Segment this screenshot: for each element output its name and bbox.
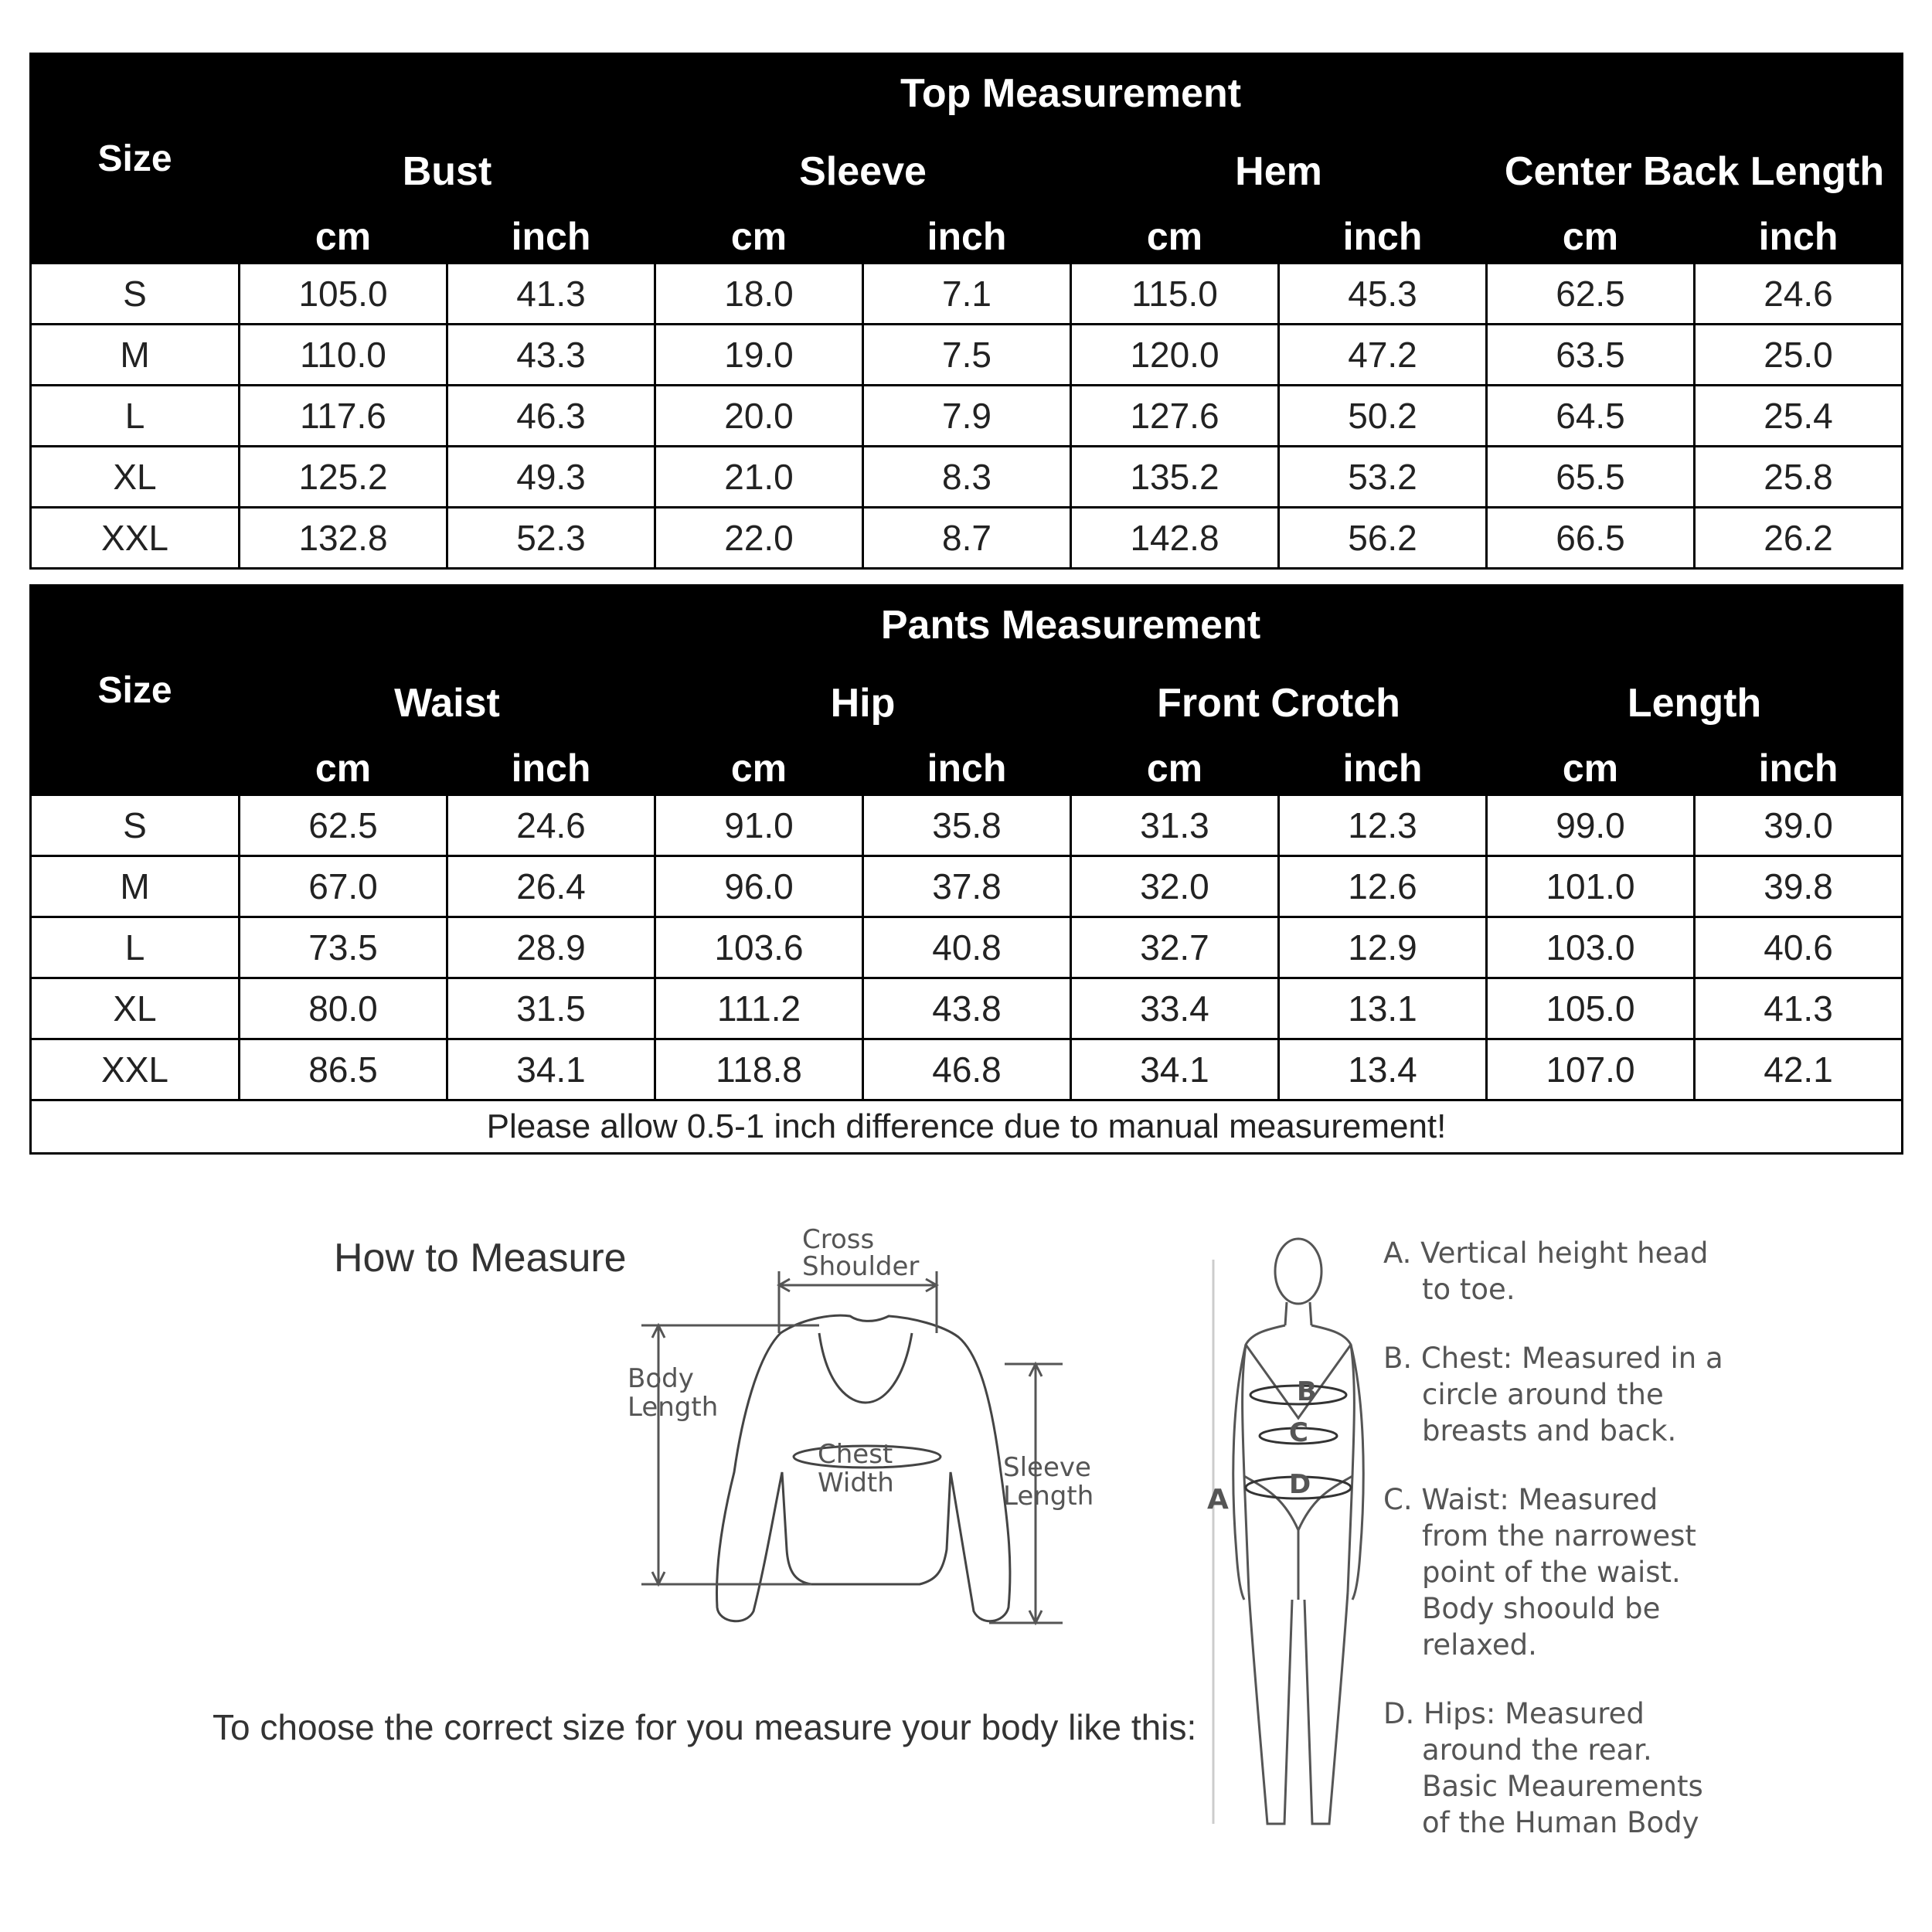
cross-shoulder-label: Shoulder bbox=[802, 1251, 920, 1282]
table-row bbox=[31, 264, 1903, 325]
measurement-cell: 12.3 bbox=[1279, 795, 1487, 856]
unit-header: inch bbox=[447, 742, 655, 795]
measurement-cell: 7.5 bbox=[863, 325, 1071, 386]
measurement-cell: 96.0 bbox=[655, 856, 863, 917]
measurement-cell: 13.1 bbox=[1279, 978, 1487, 1039]
measurement-cell: 13.4 bbox=[1279, 1039, 1487, 1100]
table-row bbox=[31, 447, 1903, 508]
marker-b: B bbox=[1297, 1376, 1317, 1407]
measurement-cell: 101.0 bbox=[1487, 856, 1695, 917]
measurement-cell: 34.1 bbox=[447, 1039, 655, 1100]
measurement-cell: 47.2 bbox=[1279, 325, 1487, 386]
marker-a: A bbox=[1207, 1484, 1229, 1515]
unit-header: cm bbox=[1487, 210, 1695, 264]
unit-header: cm bbox=[1487, 742, 1695, 795]
measurement-cell: 24.6 bbox=[447, 795, 655, 856]
size-header: Size bbox=[31, 586, 240, 795]
measurement-cell: 99.0 bbox=[1487, 795, 1695, 856]
measurement-cell: 115.0 bbox=[1071, 264, 1279, 325]
measurement-cell: 40.8 bbox=[863, 917, 1071, 978]
measurement-cell: 63.5 bbox=[1487, 325, 1695, 386]
table-row bbox=[31, 508, 1903, 569]
measurement-cell: 66.5 bbox=[1487, 508, 1695, 569]
measurement-cell: 8.7 bbox=[863, 508, 1071, 569]
unit-header: inch bbox=[447, 210, 655, 264]
measurement-cell: 65.5 bbox=[1487, 447, 1695, 508]
measurement-cell: 103.0 bbox=[1487, 917, 1695, 978]
group-header: Center Back Length bbox=[1487, 134, 1903, 210]
measurement-cell: 43.3 bbox=[447, 325, 655, 386]
measurement-cell: 35.8 bbox=[863, 795, 1071, 856]
size-cell: S bbox=[31, 795, 240, 856]
body-length-label: Length bbox=[628, 1392, 719, 1423]
table-row bbox=[31, 978, 1903, 1039]
measurement-cell: 132.8 bbox=[240, 508, 447, 569]
chest-width-label: Chest bbox=[818, 1439, 893, 1470]
note-item bbox=[1383, 1235, 1909, 1308]
note-line: point of the waist. bbox=[1422, 1556, 1681, 1589]
measurement-cell: 12.6 bbox=[1279, 856, 1487, 917]
measurement-cell: 52.3 bbox=[447, 508, 655, 569]
note-item bbox=[1383, 1340, 1909, 1449]
measurement-cell: 62.5 bbox=[1487, 264, 1695, 325]
note-line: Body shoould be bbox=[1422, 1592, 1661, 1625]
table-row bbox=[31, 795, 1903, 856]
measurement-cell: 33.4 bbox=[1071, 978, 1279, 1039]
measurement-cell: 32.7 bbox=[1071, 917, 1279, 978]
group-header: Length bbox=[1487, 665, 1903, 742]
group-header: Hem bbox=[1071, 134, 1487, 210]
unit-header: inch bbox=[1279, 742, 1487, 795]
measurement-cell: 49.3 bbox=[447, 447, 655, 508]
measurement-cell: 37.8 bbox=[863, 856, 1071, 917]
note-item bbox=[1383, 1696, 1909, 1841]
measurement-cell: 91.0 bbox=[655, 795, 863, 856]
body-diagram bbox=[1198, 1229, 1383, 1843]
body-length-label: Body bbox=[628, 1363, 694, 1394]
measurement-cell: 86.5 bbox=[240, 1039, 447, 1100]
measurement-cell: 41.3 bbox=[447, 264, 655, 325]
measurement-cell: 25.8 bbox=[1695, 447, 1903, 508]
top-measurement-table bbox=[29, 53, 1903, 570]
unit-header: cm bbox=[655, 210, 863, 264]
measurement-cell: 7.1 bbox=[863, 264, 1071, 325]
measurement-cell: 107.0 bbox=[1487, 1039, 1695, 1100]
note-heading: A. Vertical height head bbox=[1383, 1236, 1709, 1270]
measurement-cell: 142.8 bbox=[1071, 508, 1279, 569]
table-title: Pants Measurement bbox=[240, 586, 1903, 665]
size-cell: L bbox=[31, 386, 240, 447]
size-cell: XL bbox=[31, 447, 240, 508]
note-line: to toe. bbox=[1422, 1273, 1515, 1306]
measurement-cell: 56.2 bbox=[1279, 508, 1487, 569]
note-line: Basic Meaurements bbox=[1422, 1770, 1703, 1803]
size-cell: M bbox=[31, 856, 240, 917]
unit-header: inch bbox=[863, 742, 1071, 795]
measurement-cell: 39.8 bbox=[1695, 856, 1903, 917]
table-row bbox=[31, 325, 1903, 386]
group-header: Hip bbox=[655, 665, 1071, 742]
measurement-cell: 73.5 bbox=[240, 917, 447, 978]
measurement-cell: 105.0 bbox=[240, 264, 447, 325]
unit-header: inch bbox=[1695, 742, 1903, 795]
cross-shoulder-label: Cross bbox=[802, 1225, 875, 1255]
measurement-cell: 12.9 bbox=[1279, 917, 1487, 978]
size-cell: L bbox=[31, 917, 240, 978]
size-cell: M bbox=[31, 325, 240, 386]
measurement-cell: 45.3 bbox=[1279, 264, 1487, 325]
table-row bbox=[31, 1039, 1903, 1100]
table-row bbox=[31, 917, 1903, 978]
chest-width-label: Width bbox=[818, 1468, 894, 1498]
unit-header: inch bbox=[1695, 210, 1903, 264]
measurement-cell: 21.0 bbox=[655, 447, 863, 508]
measurement-cell: 32.0 bbox=[1071, 856, 1279, 917]
measurement-cell: 50.2 bbox=[1279, 386, 1487, 447]
measurement-cell: 18.0 bbox=[655, 264, 863, 325]
sleeve-length-label: Sleeve bbox=[1003, 1452, 1091, 1483]
measurement-cell: 125.2 bbox=[240, 447, 447, 508]
unit-header: cm bbox=[1071, 742, 1279, 795]
pants-rows bbox=[31, 795, 1903, 1100]
measurement-cell: 105.0 bbox=[1487, 978, 1695, 1039]
sleeve-length-label: Length bbox=[1003, 1481, 1094, 1512]
table-row bbox=[31, 386, 1903, 447]
measurement-cell: 110.0 bbox=[240, 325, 447, 386]
choose-size-instruction: To choose the correct size for you measure your body like this: bbox=[213, 1707, 1197, 1747]
measurement-cell: 64.5 bbox=[1487, 386, 1695, 447]
note-line: relaxed. bbox=[1422, 1628, 1537, 1662]
measurement-cell: 103.6 bbox=[655, 917, 863, 978]
note-heading: B. Chest: Measured in a bbox=[1383, 1342, 1723, 1375]
measurement-cell: 120.0 bbox=[1071, 325, 1279, 386]
measurement-cell: 31.5 bbox=[447, 978, 655, 1039]
note-line: around the rear. bbox=[1422, 1733, 1652, 1767]
note-item bbox=[1383, 1481, 1909, 1663]
measurement-cell: 34.1 bbox=[1071, 1039, 1279, 1100]
measurement-cell: 39.0 bbox=[1695, 795, 1903, 856]
unit-header: cm bbox=[1071, 210, 1279, 264]
measurement-cell: 7.9 bbox=[863, 386, 1071, 447]
size-cell: XL bbox=[31, 978, 240, 1039]
measurement-cell: 8.3 bbox=[863, 447, 1071, 508]
measurement-cell: 22.0 bbox=[655, 508, 863, 569]
size-header: Size bbox=[31, 54, 240, 264]
measurement-cell: 25.0 bbox=[1695, 325, 1903, 386]
group-header: Waist bbox=[240, 665, 655, 742]
measurement-note: Please allow 0.5-1 inch difference due to manual measurement! bbox=[31, 1100, 1903, 1154]
measurement-cell: 80.0 bbox=[240, 978, 447, 1039]
measurement-cell: 25.4 bbox=[1695, 386, 1903, 447]
marker-c: C bbox=[1289, 1417, 1308, 1448]
unit-header: inch bbox=[1279, 210, 1487, 264]
measurement-cell: 46.8 bbox=[863, 1039, 1071, 1100]
table-row bbox=[31, 856, 1903, 917]
note-line: breasts and back. bbox=[1422, 1414, 1677, 1447]
measurement-cell: 118.8 bbox=[655, 1039, 863, 1100]
shirt-diagram bbox=[618, 1225, 1113, 1646]
unit-header: cm bbox=[240, 210, 447, 264]
measurement-cell: 111.2 bbox=[655, 978, 863, 1039]
size-cell: S bbox=[31, 264, 240, 325]
measurement-notes bbox=[1383, 1235, 1909, 1873]
measurement-cell: 41.3 bbox=[1695, 978, 1903, 1039]
note-line: of the Human Body bbox=[1422, 1806, 1699, 1839]
group-header: Sleeve bbox=[655, 134, 1071, 210]
top-rows bbox=[31, 264, 1903, 569]
measurement-cell: 46.3 bbox=[447, 386, 655, 447]
unit-header: inch bbox=[863, 210, 1071, 264]
measurement-cell: 31.3 bbox=[1071, 795, 1279, 856]
unit-header: cm bbox=[240, 742, 447, 795]
measurement-cell: 24.6 bbox=[1695, 264, 1903, 325]
how-to-measure-title: How to Measure bbox=[334, 1236, 627, 1281]
measurement-cell: 40.6 bbox=[1695, 917, 1903, 978]
unit-header: cm bbox=[655, 742, 863, 795]
pants-measurement-table bbox=[29, 584, 1903, 1155]
note-heading: D. Hips: Measured bbox=[1383, 1697, 1645, 1730]
measurement-cell: 26.2 bbox=[1695, 508, 1903, 569]
measurement-cell: 20.0 bbox=[655, 386, 863, 447]
note-heading: C. Waist: Measured bbox=[1383, 1483, 1658, 1516]
group-header: Front Crotch bbox=[1071, 665, 1487, 742]
measurement-cell: 19.0 bbox=[655, 325, 863, 386]
note-line: from the narrowest bbox=[1422, 1519, 1696, 1553]
measurement-cell: 28.9 bbox=[447, 917, 655, 978]
measurement-cell: 127.6 bbox=[1071, 386, 1279, 447]
size-cell: XXL bbox=[31, 508, 240, 569]
table-title: Top Measurement bbox=[240, 54, 1903, 134]
measurement-cell: 62.5 bbox=[240, 795, 447, 856]
group-header: Bust bbox=[240, 134, 655, 210]
measurement-cell: 42.1 bbox=[1695, 1039, 1903, 1100]
marker-d: D bbox=[1289, 1469, 1311, 1500]
measurement-cell: 53.2 bbox=[1279, 447, 1487, 508]
note-line: circle around the bbox=[1422, 1378, 1664, 1411]
measurement-cell: 135.2 bbox=[1071, 447, 1279, 508]
measurement-cell: 43.8 bbox=[863, 978, 1071, 1039]
measurement-cell: 26.4 bbox=[447, 856, 655, 917]
size-cell: XXL bbox=[31, 1039, 240, 1100]
measurement-cell: 67.0 bbox=[240, 856, 447, 917]
measurement-cell: 117.6 bbox=[240, 386, 447, 447]
